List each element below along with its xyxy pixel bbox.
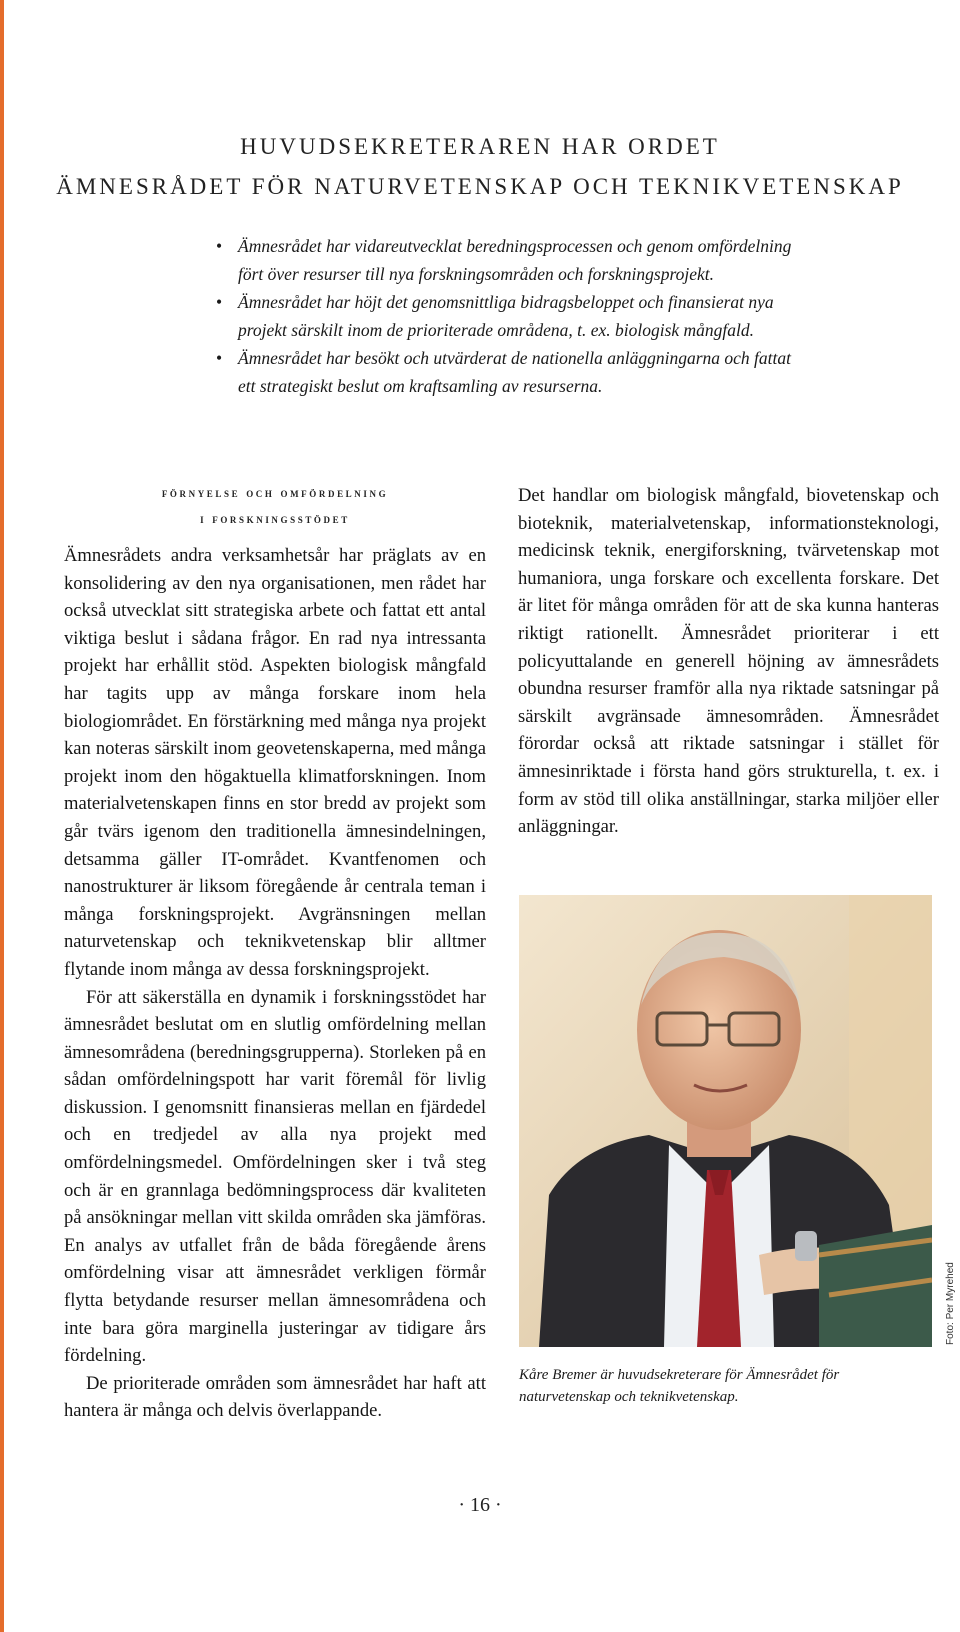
body-paragraph: Ämnesrådets andra verksamhetsår har präglats av en konsolidering av den nya organisationen, men rådet har också utvecklat sitt strategiska arbete och fattat ett antal viktiga beslut i sådana frågor. En rad nya intressanta projekt har erhållit stöd. Aspekten biologisk mångfald har tagits upp av många forskare inom hela biologiområdet. En förstärkning med många nya projekt kan noteras särskilt inom geovetenskaperna, med många projekt inom den högaktuella klimatforskningen. Inom materialvetenskapen finns en stor bredd av projekt som går tvärs igenom den traditionella ämnesindelningen, detsamma gäller IT-området. Kvantfenomen och nanostrukturer är liksom föregående år centrala teman i många forskningsprojekt. Avgränsningen mellan naturvetenskap och teknikvetenskap blir alltmer flytande inom många av dessa forskningsprojekt. xyxy=(64,545,486,980)
section-title-line: förnyelse och omfördelning xyxy=(161,485,389,500)
body-paragraph: De prioriterade områden som ämnesrådet har haft att hantera är många och delvis överlappande. xyxy=(64,1372,486,1422)
bullet-item: • Ämnesrådet har besökt och utvärderat de nationella anläggningarna och fattat ett strategiskt beslut om kraftsamling av resurserna. xyxy=(216,344,806,400)
page-subheading: ÄMNESRÅDET FÖR NATURVETENSKAP OCH TEKNIKVETENSKAP xyxy=(56,174,904,199)
right-column xyxy=(518,482,939,841)
summary-bullet-list xyxy=(216,232,806,400)
body-paragraph: Det handlar om biologisk mångfald, biovetenskap och bioteknik, materialvetenskap, informationsteknologi, medicinsk teknik, energiforskning, tvärvetenskap mot humaniora, unga forskare och excellenta forskare. Det är litet för många områden för att de ska kunna hanteras riktigt rationellt. Ämnesrådet prioriterar i ett policyuttalande en generell höjning av ämnesrådets obundna resurser framför alla nya riktade satsningar på särskilt avgränsade ämnesområden. Ämnesrådet förordar också att riktade satsningar i stället för ämnesinriktade i första hand görs strukturella, t. ex. i form av stöd till olika anställningar, starka miljöer eller anläggningar. xyxy=(518,485,939,838)
photo-credit: Foto: Per Myrehed xyxy=(945,1262,956,1345)
body-paragraph: För att säkerställa en dynamik i forskningsstödet har ämnesrådet beslutat om en slutlig omfördelning mellan ämnesområdena (beredningsgrupperna). Storleken på en sådan omfördelningspott har varit föremål för livlig diskussion. I genomsnitt finansieras mellan en fjärdedel och en tredjedel av alla nya projekt med omfördelningsmedel. Omfördelningen sker i två steg och är en grannlaga bedömningsprocess där kvaliteten på ansökningar mellan vitt skilda områden ska jämföras. En analys av utfallet från de båda föregående årens omfördelning visar att ämnesrådet verkligen förmår flytta betydande resurser mellan ämnesområdena och inte bara göra marginella justeringar av tidigare års fördelning. xyxy=(64,986,486,1367)
photo-caption: Kåre Bremer är huvudsekreterare för Ämnesrådet för naturvetenskap och teknikvetenskap. xyxy=(519,1367,840,1405)
bullet-item: • Ämnesrådet har höjt det genomsnittliga bidragsbeloppet och finansierat nya projekt särskilt inom de prioriterade områdena, t. ex. biologisk mångfald. xyxy=(216,288,806,344)
page-heading: HUVUDSEKRETERAREN HAR ORDET xyxy=(240,134,720,159)
section-title-line: i forskningsstödet xyxy=(200,511,350,526)
portrait-photo xyxy=(519,895,932,1347)
page-number: · 16 · xyxy=(458,1494,502,1516)
left-column xyxy=(64,480,486,1425)
section-title xyxy=(64,480,486,532)
bullet-item: • Ämnesrådet har vidareutvecklat beredningsprocessen och genom omfördelning fört över resurser till nya forskningsområden och forskningsprojekt. xyxy=(216,232,806,288)
accent-bar xyxy=(0,0,4,1632)
